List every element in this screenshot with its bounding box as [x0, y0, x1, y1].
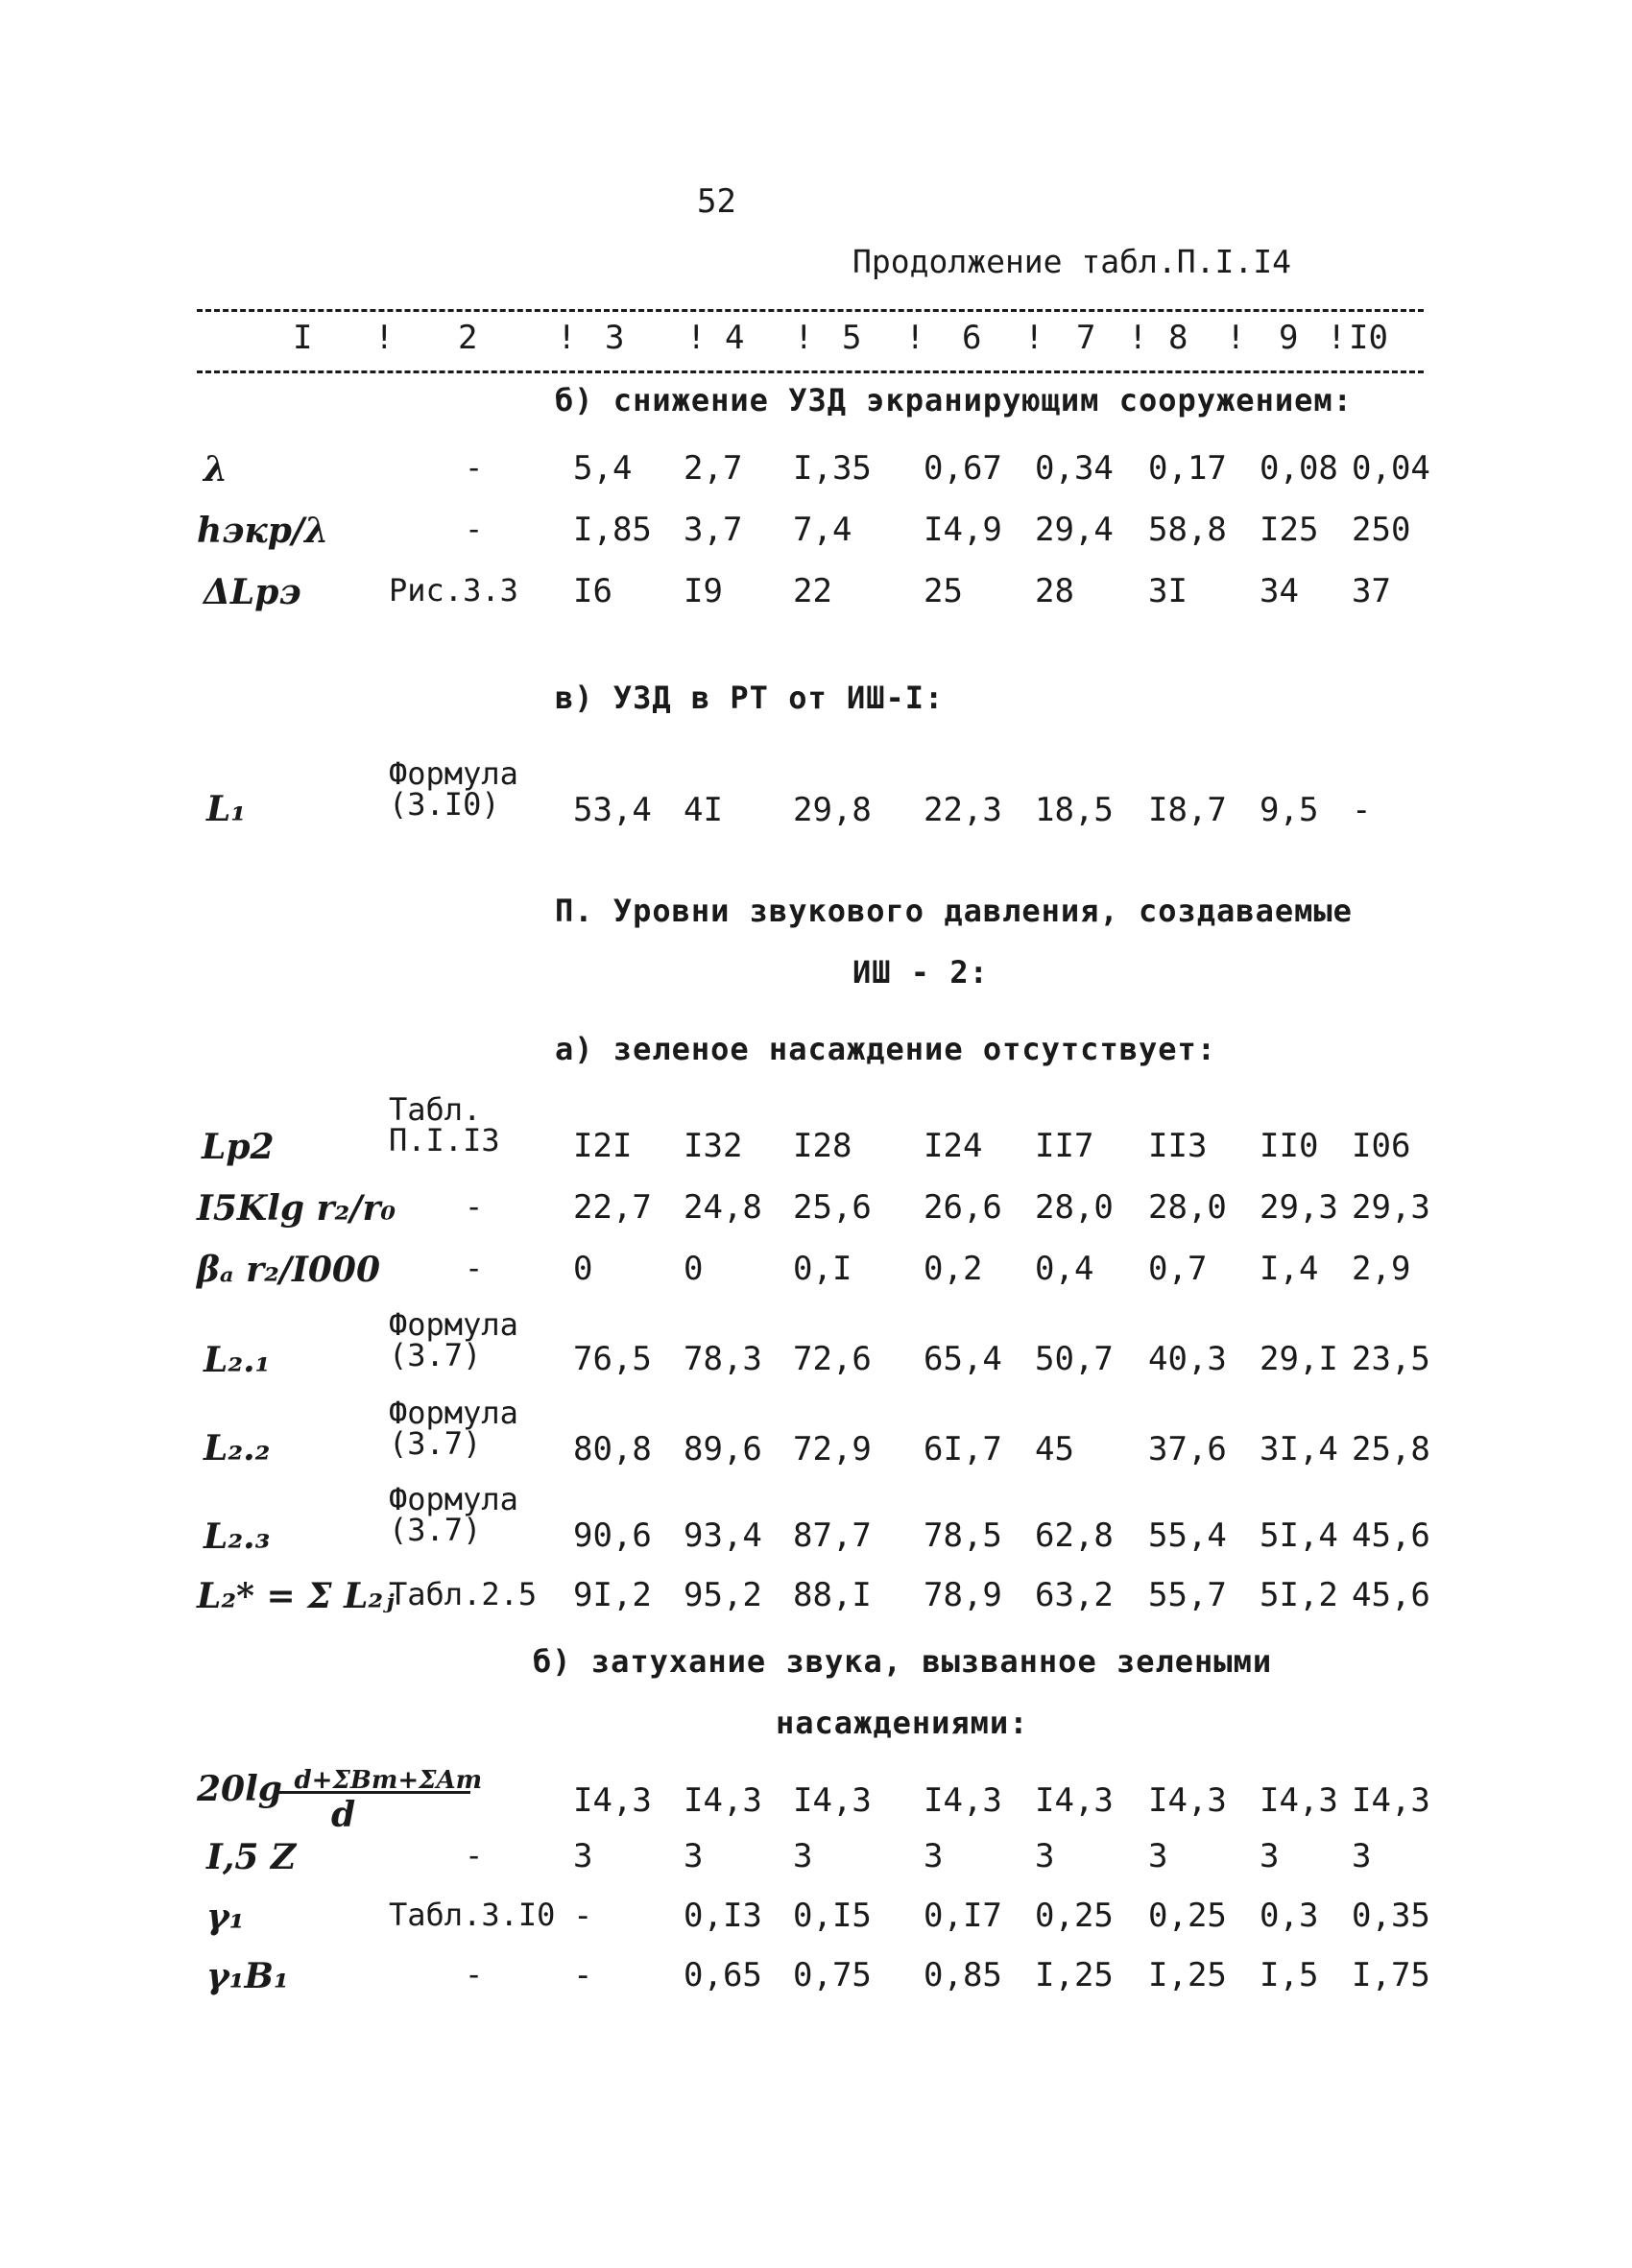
table-row: [0, 1481, 1632, 1561]
cell-value: 3: [573, 1837, 593, 1875]
source-line: Формула: [389, 1395, 518, 1431]
cell-value: 0,3: [1260, 1897, 1319, 1935]
cell-value: I32: [684, 1127, 743, 1165]
header-cell: 6: [962, 319, 982, 357]
cell-value: 0,25: [1035, 1897, 1114, 1935]
cell-value: 55,7: [1148, 1576, 1227, 1614]
table-row: [0, 1307, 1632, 1384]
cell-value: 3: [924, 1837, 944, 1875]
header-cell: I0: [1349, 319, 1388, 357]
table-row: [0, 1897, 1632, 1954]
cell-value: 37,6: [1148, 1430, 1227, 1468]
cell-value: 0,35: [1352, 1897, 1430, 1935]
cell-value: 45,6: [1352, 1516, 1430, 1555]
cell-value: I6: [573, 572, 612, 610]
cell-value: -: [1352, 791, 1372, 829]
cell-value: 78,5: [924, 1516, 1002, 1555]
cell-value: 0: [573, 1250, 593, 1288]
cell-value: 3I,4: [1260, 1430, 1338, 1468]
source-line: П.I.I3: [389, 1122, 500, 1158]
cell-value: 34: [1260, 572, 1299, 610]
table-caption: Продолжение табл.П.I.I4: [852, 243, 1291, 280]
cell-value: 9,5: [1260, 791, 1319, 829]
cell-value: I4,9: [924, 511, 1002, 549]
cell-value: I2I: [573, 1127, 633, 1165]
header-bottom-rule: [197, 370, 1424, 373]
cell-value: 65,4: [924, 1340, 1002, 1378]
header-cell: 9: [1279, 319, 1299, 357]
cell-value: 22,7: [573, 1188, 652, 1227]
table-row: [0, 1091, 1632, 1171]
header-separator: !: [1024, 319, 1044, 357]
cell-value: 0,I7: [924, 1897, 1002, 1935]
row-source: Табл.3.I0: [389, 1897, 556, 1933]
row-symbol: L₂.₁: [204, 1340, 271, 1380]
row-source: -: [465, 1188, 484, 1225]
row-source: -: [465, 511, 484, 547]
cell-value: 0,75: [793, 1956, 872, 1994]
row-symbol: βₐ r₂/I000: [197, 1250, 381, 1290]
row-source: [389, 1395, 518, 1462]
header-cell: 4: [725, 319, 745, 357]
row-symbol: L₂.₃: [204, 1516, 271, 1557]
source-line: Формула: [389, 755, 518, 792]
cell-value: 28: [1035, 572, 1074, 610]
table-row: [0, 1188, 1632, 1246]
cell-value: 28,0: [1035, 1188, 1114, 1227]
header-cell: 2: [458, 319, 478, 357]
cell-value: 25,6: [793, 1188, 872, 1227]
cell-value: 5,4: [573, 449, 633, 488]
row-symbol: Lр2: [202, 1127, 275, 1167]
cell-value: 0,I5: [793, 1897, 872, 1935]
cell-value: 3,7: [684, 511, 743, 549]
header-separator: !: [905, 319, 925, 357]
cell-value: 0,67: [924, 449, 1002, 488]
cell-value: I,85: [573, 511, 652, 549]
table-row: [0, 755, 1632, 835]
cell-value: 3I: [1148, 572, 1188, 610]
cell-value: 0,4: [1035, 1250, 1094, 1288]
cell-value: 9I,2: [573, 1576, 652, 1614]
cell-value: 26,6: [924, 1188, 1002, 1227]
table-row: [0, 449, 1632, 507]
table-row: [0, 1250, 1632, 1307]
table-header: [197, 319, 1424, 367]
header-cell: 5: [842, 319, 862, 357]
table-row: [0, 572, 1632, 630]
row-symbol: γ₁: [206, 1897, 245, 1937]
cell-value: I4,3: [1352, 1781, 1430, 1820]
header-cell: 3: [605, 319, 625, 357]
cell-value: 3: [1352, 1837, 1372, 1875]
cell-value: 3: [793, 1837, 813, 1875]
cell-value: 4I: [684, 791, 723, 829]
cell-value: I4,3: [924, 1781, 1002, 1820]
cell-value: 55,4: [1148, 1516, 1227, 1555]
header-separator: !: [374, 319, 395, 357]
cell-value: I4,3: [1260, 1781, 1338, 1820]
row-source: Табл.2.5: [389, 1576, 538, 1612]
cell-value: II7: [1035, 1127, 1094, 1165]
cell-value: 87,7: [793, 1516, 872, 1555]
cell-value: 29,3: [1352, 1188, 1430, 1227]
cell-value: I4,3: [573, 1781, 652, 1820]
header-separator: !: [557, 319, 577, 357]
table-row: [0, 1956, 1632, 2014]
cell-value: 22,3: [924, 791, 1002, 829]
row-source: -: [465, 1956, 484, 1993]
cell-value: 88,I: [793, 1576, 872, 1614]
cell-value: 0,2: [924, 1250, 983, 1288]
cell-value: 6I,7: [924, 1430, 1002, 1468]
cell-value: I4,3: [793, 1781, 872, 1820]
table-row: [0, 1576, 1632, 1634]
cell-value: 78,3: [684, 1340, 762, 1378]
cell-value: 58,8: [1148, 511, 1227, 549]
cell-value: I,25: [1148, 1956, 1227, 1994]
cell-value: I24: [924, 1127, 983, 1165]
cell-value: -: [573, 1897, 593, 1935]
row-symbol: L₁: [206, 789, 247, 829]
header-separator: !: [1327, 319, 1347, 357]
table-row: [0, 1837, 1632, 1895]
table-row: [0, 511, 1632, 568]
cell-value: I,35: [793, 449, 872, 488]
header-separator: !: [794, 319, 814, 357]
cell-value: I4,3: [1148, 1781, 1227, 1820]
cell-value: 0,04: [1352, 449, 1430, 488]
cell-value: 3: [684, 1837, 704, 1875]
cell-value: 250: [1352, 511, 1411, 549]
source-line: (3.7): [389, 1425, 482, 1462]
cell-value: 0,25: [1148, 1897, 1227, 1935]
cell-value: 72,9: [793, 1430, 872, 1468]
cell-value: I,5: [1260, 1956, 1319, 1994]
cell-value: 5I,2: [1260, 1576, 1338, 1614]
header-separator: !: [1226, 319, 1246, 357]
cell-value: I,75: [1352, 1956, 1430, 1994]
cell-value: I4,3: [1035, 1781, 1114, 1820]
cell-value: I4,3: [684, 1781, 762, 1820]
row-source: [389, 1481, 518, 1548]
cell-value: I,4: [1260, 1250, 1319, 1288]
cell-value: 0,7: [1148, 1250, 1208, 1288]
cell-value: 3: [1260, 1837, 1280, 1875]
cell-value: 2,9: [1352, 1250, 1411, 1288]
cell-value: 90,6: [573, 1516, 652, 1555]
row-symbol: I,5 Z: [206, 1837, 297, 1877]
cell-value: II0: [1260, 1127, 1319, 1165]
cell-value: 2,7: [684, 449, 743, 488]
cell-value: 63,2: [1035, 1576, 1114, 1614]
cell-value: 78,9: [924, 1576, 1002, 1614]
cell-value: 29,8: [793, 791, 872, 829]
section-heading: б) затухание звука, вызванное зелеными: [533, 1643, 1273, 1680]
cell-value: 22: [793, 572, 832, 610]
row-symbol: γ₁B₁: [206, 1956, 289, 1996]
section-subtitle: ИШ - 2:: [852, 954, 989, 991]
section-heading: насаждениями:: [776, 1705, 1029, 1741]
cell-value: 25: [924, 572, 963, 610]
cell-value: II3: [1148, 1127, 1208, 1165]
cell-value: 80,8: [573, 1430, 652, 1468]
cell-value: 45: [1035, 1430, 1074, 1468]
row-source: -: [465, 1837, 484, 1874]
cell-value: 0,34: [1035, 449, 1114, 488]
cell-value: 72,6: [793, 1340, 872, 1378]
row-source: [389, 755, 518, 823]
cell-value: I28: [793, 1127, 852, 1165]
header-cell: 8: [1168, 319, 1188, 357]
header-cell: I: [293, 319, 313, 357]
source-line: Формула: [389, 1306, 518, 1343]
row-symbol: I5Klg r₂/r₀: [197, 1188, 396, 1229]
row-source: -: [465, 1250, 484, 1286]
section-heading: а) зеленое насаждение отсутствует:: [555, 1031, 1217, 1067]
cell-value: 89,6: [684, 1430, 762, 1468]
cell-value: 93,4: [684, 1516, 762, 1555]
cell-value: 29,4: [1035, 511, 1114, 549]
cell-value: -: [573, 1956, 593, 1994]
cell-value: 5I,4: [1260, 1516, 1338, 1555]
cell-value: 29,3: [1260, 1188, 1338, 1227]
cell-value: I9: [684, 572, 723, 610]
formula-lead: 20lg: [197, 1769, 282, 1809]
source-line: Табл.: [389, 1091, 482, 1128]
cell-value: 23,5: [1352, 1340, 1430, 1378]
cell-value: 53,4: [573, 791, 652, 829]
row-source: Рис.3.3: [389, 572, 518, 609]
cell-value: 25,8: [1352, 1430, 1430, 1468]
cell-value: 37: [1352, 572, 1391, 610]
cell-value: 0,I3: [684, 1897, 762, 1935]
formula-denominator: d: [331, 1795, 356, 1835]
cell-value: 18,5: [1035, 791, 1114, 829]
row-source: [389, 1091, 500, 1158]
source-line: (3.I0): [389, 786, 500, 823]
row-source: [389, 1306, 518, 1373]
source-line: (3.7): [389, 1512, 482, 1548]
header-separator: !: [686, 319, 707, 357]
cell-value: 28,0: [1148, 1188, 1227, 1227]
section-heading: в) УЗД в РТ от ИШ-I:: [555, 680, 945, 716]
cell-value: 0: [684, 1250, 704, 1288]
row-symbol: λ: [204, 449, 228, 489]
cell-value: 62,8: [1035, 1516, 1114, 1555]
section-heading: б) снижение УЗД экранирующим сооружением:: [555, 382, 1353, 418]
header-separator: !: [1128, 319, 1148, 357]
row-symbol: L₂* = Σ L₂ⱼ: [197, 1576, 395, 1616]
cell-value: 24,8: [684, 1188, 762, 1227]
cell-value: I8,7: [1148, 791, 1227, 829]
cell-value: I25: [1260, 511, 1319, 549]
cell-value: I06: [1352, 1127, 1411, 1165]
table-row: [0, 1397, 1632, 1474]
cell-value: 0,I: [793, 1250, 852, 1288]
header-top-rule: [197, 309, 1424, 312]
cell-value: 76,5: [573, 1340, 652, 1378]
cell-value: 45,6: [1352, 1576, 1430, 1614]
cell-value: 0,65: [684, 1956, 762, 1994]
cell-value: 3: [1148, 1837, 1168, 1875]
cell-value: 0,17: [1148, 449, 1227, 488]
cell-value: 7,4: [793, 511, 852, 549]
row-symbol: hэкр/λ: [197, 511, 329, 551]
row-symbol: L₂.₂: [204, 1428, 271, 1468]
cell-value: 40,3: [1148, 1340, 1227, 1378]
cell-value: 29,I: [1260, 1340, 1338, 1378]
cell-value: 0,08: [1260, 449, 1338, 488]
cell-value: I,25: [1035, 1956, 1114, 1994]
formula-numerator: d+ΣBm+ΣAm: [294, 1766, 483, 1795]
source-line: Формула: [389, 1481, 518, 1517]
page-number: 52: [697, 182, 736, 221]
cell-value: 50,7: [1035, 1340, 1114, 1378]
row-source: -: [465, 449, 484, 486]
header-cell: 7: [1076, 319, 1096, 357]
row-symbol: ΔLрэ: [204, 572, 301, 612]
cell-value: 0,85: [924, 1956, 1002, 1994]
cell-value: 3: [1035, 1837, 1055, 1875]
cell-value: 95,2: [684, 1576, 762, 1614]
source-line: (3.7): [389, 1337, 482, 1373]
table-row: [0, 1756, 1632, 1833]
fraction-bar: [278, 1791, 470, 1794]
section-title: П. Уровни звукового давления, создаваемые: [555, 893, 1353, 929]
